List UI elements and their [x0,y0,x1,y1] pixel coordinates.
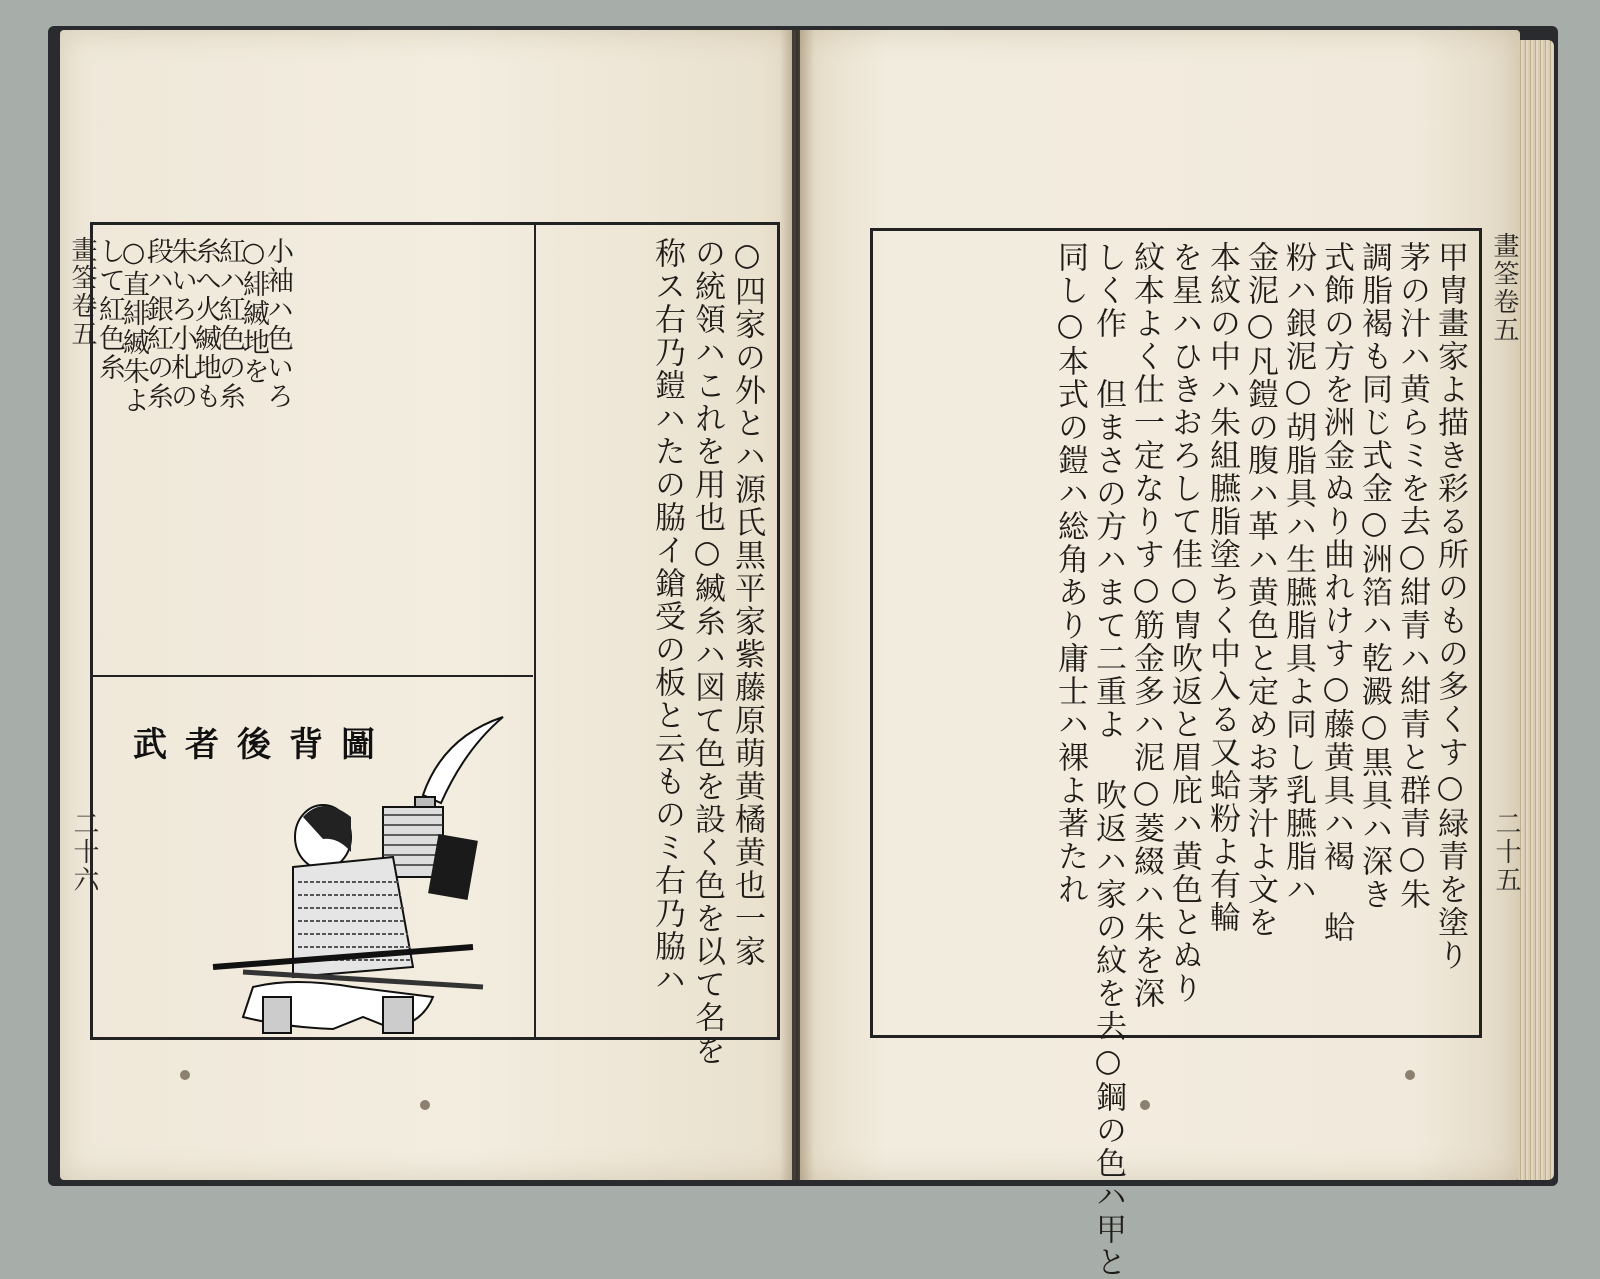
text-column: して紅色糸 [94,237,125,382]
text-column: 粉ハ銀泥○胡脂具ハ生臙脂具よ同し乳臙脂ハ [1280,241,1316,906]
text-column: ○緋縅地を [238,237,269,386]
text-column: 称ス右乃鎧ハたの脇イ鎗受の板と云ものミ右乃脇ハ [649,237,685,996]
left-upper-text-block [94,233,293,673]
right-text-frame [870,228,1482,1279]
page-edges [1518,40,1554,1180]
text-column: 金泥○凡鎧の腹ハ革ハ黄色と定めお茅汁よ文を [1242,241,1278,939]
right-margin-title: 畫筌卷五 [1489,232,1519,344]
binding-hole [180,1070,190,1080]
text-column: しく作 但まさの方ハまて二重よ 吹返ハ家の紋を去○鋼の色ハ甲と [1090,241,1126,1279]
left-upper-text [94,237,293,667]
text-column: 紋本よく仕一定なりす○筋金多ハ泥○菱綴ハ朱を深 [1128,241,1164,1010]
left-main-text [647,237,767,1067]
text-column: を星ハひきおろして佳○冑吹返と眉庇ハ黄色とぬり [1166,241,1202,1005]
text-column: 甲冑畫家よ描き彩る所のもの多くす○緑青を塗り [1432,241,1468,972]
text-column: 本紋の中ハ朱組臙脂塗ちく中入る又蛤粉よ有輪 [1204,241,1240,934]
right-main-text [1051,241,1469,1279]
binding-hole [1405,1070,1415,1080]
samurai-back-illustration [93,677,533,1037]
text-column: 糸へ火縅地も [190,237,221,411]
text-column: 同し○本式の鎧ハ総角あり庸士ハ裸よ著たれ [1052,241,1088,906]
text-column: 小袖ハ色いろ [262,237,293,411]
left-text-frame [90,222,780,1067]
illustration-title: 武者後背圖 [133,725,393,765]
left-margin-title: 畫筌卷五 [67,236,97,348]
text-column: ○直緋縅朱よ [118,237,149,415]
text-column: 段ハ銀紅の糸 [142,237,173,411]
text-column: の統領ハこれを用也○縅糸ハ図て色を設く色を以て名を [689,237,725,1067]
text-column: 紅ハ紅色の糸 [214,237,245,411]
binding-hole [420,1100,430,1110]
column-rule [534,225,536,1037]
left-folio: 二十六 [69,810,99,894]
book-gutter [780,30,814,1180]
illustration-panel [93,677,533,1037]
right-folio: 二十五 [1491,810,1521,894]
text-column: ○四家の外とハ源氏黒平家紫藤原萌黄橘黄也一家 [729,237,765,968]
text-column: 調脂褐も同じ式金○洲箔ハ乾澱○黒具ハ深き [1356,241,1392,911]
text-column: 式飾の方を洲金ぬり曲れけす○藤黄具ハ褐 蛤 [1318,241,1354,944]
text-column: 朱いろ小札の [166,237,197,411]
text-column: 茅の汁ハ黄らミを去○紺青ハ紺青と群青○朱 [1394,241,1430,911]
binding-hole [1140,1100,1150,1110]
